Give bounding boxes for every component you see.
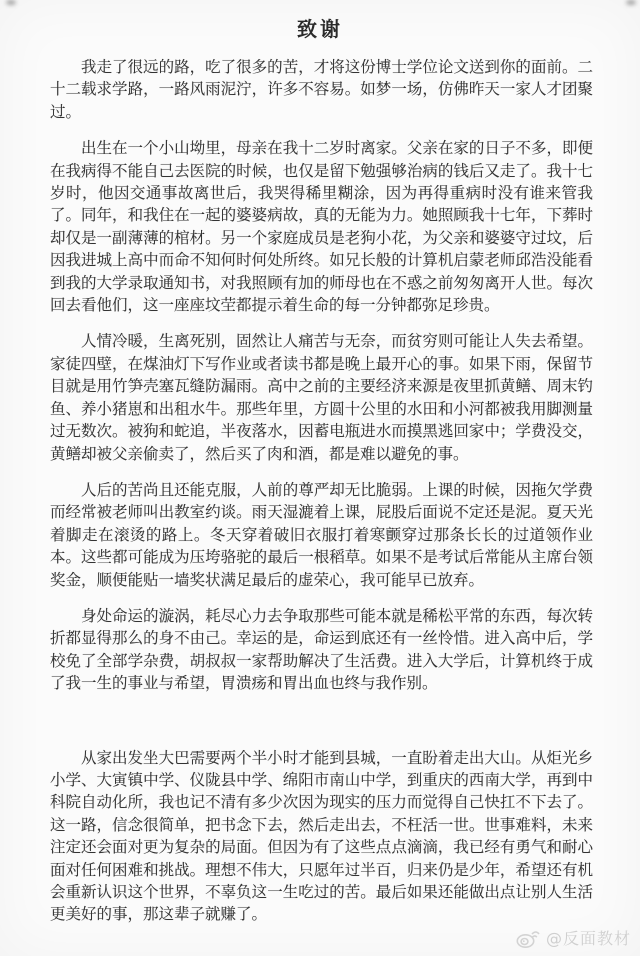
document-body bbox=[0, 42, 640, 926]
weibo-icon bbox=[515, 927, 541, 949]
photo-artifact-left bbox=[6, 0, 16, 5]
paragraph-1: 我走了很远的路，吃了很多的苦，才将这份博士学位论文送到你的面前。二十二载求学路，一路风雨泥泞，许多不容易。如梦一场，仿佛昨天一家人才团聚过。 bbox=[50, 58, 593, 121]
paragraph-3: 人情冷暖，生离死别，固然让人痛苦与无奈，而贫穷则可能让人失去希望。家徒四壁，在煤油灯下写作业或者读书都是晚上最开心的事。如果下雨，保留节目就是用竹笋壳塞瓦缝防漏雨。高中之前的主要经济来源是夜里抓黄鳝、周末钓鱼、养小猪崽和出租水牛。那些年里，方圆十公里的水田和小河都被我用脚测量过无数次。被狗和蛇追，半夜落水，因蓄电瓶进水而摸黑逃回家中；学费没交，黄鳝却被父亲偷卖了，然后买了肉和酒，都是难以避免的事。 bbox=[50, 332, 593, 463]
page-title: 致谢 bbox=[297, 17, 343, 41]
watermark bbox=[515, 926, 631, 949]
paragraph-4: 人后的苦尚且还能克服，人前的尊严却无比脆弱。上课的时候，因拖欠学费而经常被老师叫出教室约谈。雨天湿漉着上课，屁股后面说不定还是泥。夏天光着脚走在滚烫的路上。冬天穿着破旧衣服打着寒颤穿过那条长长的过道领作业本。这些都可能成为压垮骆驼的最后一根稻草。如果不是考试后常能从主席台领奖金，顺便能贴一墙奖状满足最后的虚荣心，我可能早已放弃。 bbox=[50, 480, 593, 589]
photo-artifact-right bbox=[626, 0, 636, 5]
watermark-handle: @反面教材 bbox=[545, 929, 631, 948]
paragraph-2: 出生在一个小山坳里，母亲在我十二岁时离家。父亲在家的日子不多，即便在我病得不能自己去医院的时候，也仅是留下勉强够治病的钱后又走了。我十七岁时，他因交通事故离世后，我哭得稀里糊涂，因为再得重病时没有谁来管我了。同年，和我住在一起的婆婆病故，真的无能为力。她照顾我十七年，下葬时却仅是一副薄薄的棺材。另一个家庭成员是老狗小花，为父亲和婆婆守过坟，后因我进城上高中而命不知何时何处所终。如兄长般的计算机启蒙老师邱浩没能看到我的大学录取通知书，对我照顾有加的师母也在不惑之前匆匆离开人世。每次回去看他们，这一座座坟茔都提示着生命的每一分钟都弥足珍贵。 bbox=[50, 139, 593, 315]
paragraph-6: 从家出发坐大巴需要两个半小时才能到县城，一直盼着走出大山。从炬光乡小学、大寅镇中学、仪陇县中学、绵阳市南山中学，到重庆的西南大学，再到中科院自动化所，我也记不清有多少次因为现实的压力而觉得自己快扛不下去了。这一路，信念很简单，把书念下去，然后走出去，不枉活一世。世事难料，未来注定还会面对更为复杂的局面。但因为有了这些点点滴滴，我已经有勇气和耐心面对任何困难和挑战。理想不伟大，只愿年过半百，归来仍是少年，希望还有机会重新认识这个世界，不辜负这一生吃过的苦。最后如果还能做出点让别人生活更美好的事，那这辈子就赚了。 bbox=[50, 748, 593, 924]
paragraph-5: 身处命运的漩涡，耗尽心力去争取那些可能本就是稀松平常的东西，每次转折都显得那么的身不由己。幸运的是，命运到底还有一丝怜惜。进入高中后，学校免了全部学杂费，胡叔叔一家帮助解决了生活费。进入大学后，计算机终于成了我一生的事业与希望，胃溃疡和胃出血也终与我作别。 bbox=[50, 606, 593, 693]
